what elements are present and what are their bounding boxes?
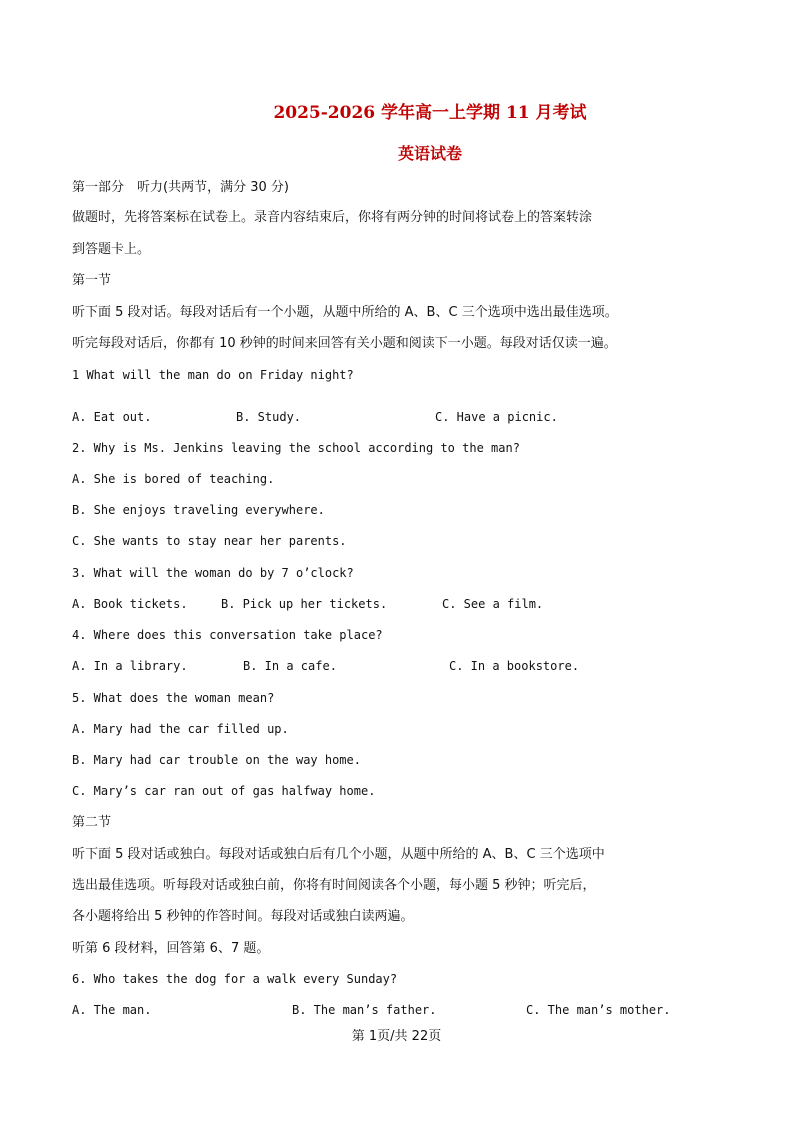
material-6-note: 听第 6 段材料，回答第 6、7 题。	[72, 941, 270, 956]
question-3-option-b: B. Pick up her tickets.	[221, 597, 388, 611]
question-4-stem: 4. Where does this conversation take place?	[72, 628, 383, 642]
section2-instruction-line2: 选出最佳选项。听每段对话或独白前，你将有时间阅读各个小题，每小题 5 秒钟；听完后，	[72, 878, 596, 893]
question-3-stem: 3. What will the woman do by 7 o’clock?	[72, 566, 354, 580]
question-2-option-b: B. She enjoys traveling everywhere.	[72, 503, 325, 517]
question-3-option-c: C. See a film.	[442, 597, 544, 611]
exam-title: 2025-2026 学年高一上学期 11 月考试	[273, 103, 587, 123]
question-6-stem: 6. Who takes the dog for a walk every Sunday?	[72, 972, 398, 986]
section2-instruction-line1: 听下面 5 段对话或独白。每段对话或独白后有几个小题，从题中所给的 A、B、C 三个选项中	[72, 847, 605, 862]
question-2-stem: 2. Why is Ms. Jenkins leaving the school according to the man?	[72, 441, 520, 455]
question-4-option-b: B. In a cafe.	[243, 659, 337, 673]
question-2-option-a: A. She is bored of teaching.	[72, 472, 275, 486]
question-6-option-c: C. The man’s mother.	[526, 1003, 671, 1017]
section1-instruction-line2: 听完每段对话后，你都有 10 秒钟的时间来回答有关小题和阅读下一小题。每段对话仅读一遍。	[72, 336, 617, 351]
section1-instruction-line1: 听下面 5 段对话。每段对话后有一个小题，从题中所给的 A、B、C 三个选项中选出最佳选项。	[72, 305, 618, 320]
page-number: 第 1页/共 22页	[351, 1029, 442, 1044]
question-4-option-c: C. In a bookstore.	[449, 659, 580, 673]
question-1-option-c: C. Have a picnic.	[435, 410, 558, 424]
question-6-option-b: B. The man’s father.	[292, 1003, 437, 1017]
question-5-option-b: B. Mary had car trouble on the way home.	[72, 753, 361, 767]
question-6-option-a: A. The man.	[72, 1003, 152, 1017]
question-5-option-a: A. Mary had the car filled up.	[72, 722, 289, 736]
question-2-option-c: C. She wants to stay near her parents.	[72, 534, 347, 548]
question-3-option-a: A. Book tickets.	[72, 597, 188, 611]
question-1-option-a: A. Eat out.	[72, 410, 152, 424]
section2-instruction-line3: 各小题将给出 5 秒钟的作答时间。每段对话或独白读两遍。	[72, 909, 414, 924]
question-5-option-c: C. Mary’s car ran out of gas halfway home.	[72, 784, 376, 798]
part1-instruction-line2: 到答题卡上。	[72, 242, 151, 257]
exam-subtitle: 英语试卷	[397, 144, 462, 163]
question-1-stem: 1 What will the man do on Friday night?	[72, 368, 354, 382]
question-1-option-b: B. Study.	[236, 410, 302, 424]
part1-heading: 第一部分 听力(共两节，满分 30 分)	[72, 180, 289, 195]
section2-heading: 第二节	[72, 815, 112, 830]
question-4-option-a: A. In a library.	[72, 659, 188, 673]
question-5-stem: 5. What does the woman mean?	[72, 691, 275, 705]
part1-instruction-line1: 做题时，先将答案标在试卷上。录音内容结束后，你将有两分钟的时间将试卷上的答案转涂	[72, 210, 593, 225]
section1-heading: 第一节	[72, 273, 112, 288]
